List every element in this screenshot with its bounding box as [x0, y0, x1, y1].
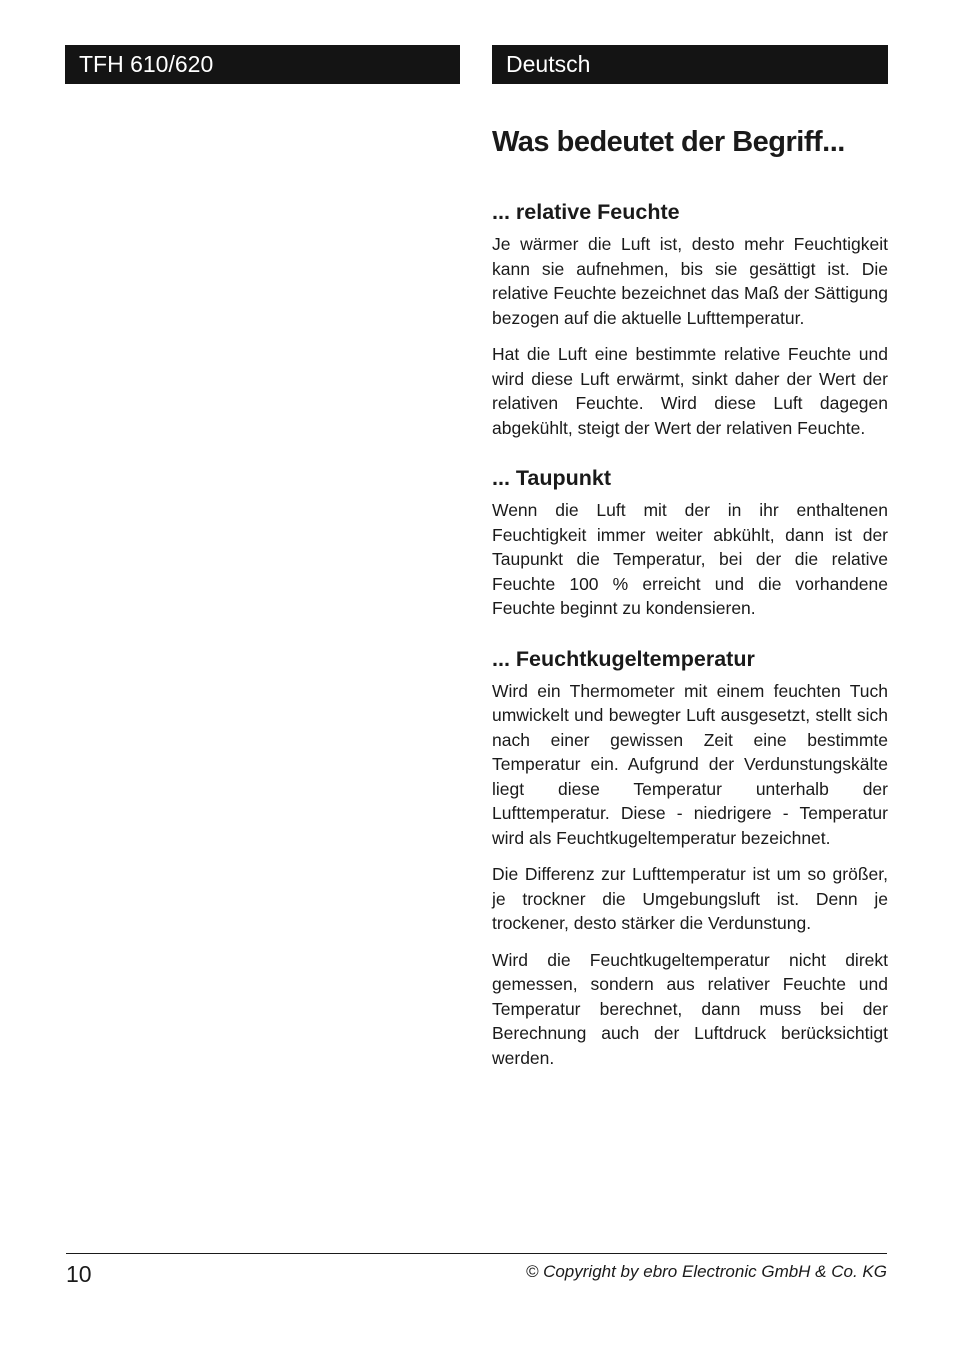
copyright-notice: © Copyright by ebro Electronic GmbH & Co. KG [525, 1262, 887, 1281]
paragraph: Wird ein Thermometer mit einem feuchten Tuch umwickelt und bewegter Luft ausgesetzt, stellt sich nach einer gewissen Zeit eine bestimmte Temperatur ein. Aufgrund der Verdunstungskälte liegt diese Temperatur unterhalb der Lufttemperatur. Diese - niedrigere - Temperatur wird als Feuchtkugeltemperatur bezeichnet. [492, 680, 888, 848]
section-feuchtkugeltemperatur [492, 645, 888, 1071]
page-title: Was bedeutet der Begriff... [492, 126, 845, 158]
section-relative-feuchte [492, 198, 888, 440]
section-title: ... relative Feuchte [492, 200, 680, 224]
section-title: ... Feuchtkugeltemperatur [492, 646, 755, 671]
paragraph: Die Differenz zur Lufttemperatur ist um so größer, je trockner die Umgebungsluft ist. Denn je trockener, desto stärker die Verdunstung. [492, 864, 888, 933]
paragraph: Je wärmer die Luft ist, desto mehr Feuchtigkeit kann sie aufnehmen, bis sie gesättigt ist. Die relative Feuchte bezeichnet das Maß der Sättigung bezogen auf die aktuelle Lufttemperatur. [492, 234, 888, 328]
header-language-bar [492, 45, 888, 84]
page-number: 10 [66, 1261, 92, 1287]
main-content [492, 120, 888, 1082]
paragraph: Hat die Luft eine bestimmte relative Feuchte und wird diese Luft erwärmt, sinkt daher der Wert der relativen Feuchte. Wird diese Luft dagegen abgekühlt, steigt der Wert der relativen Feuchte. [492, 344, 888, 438]
language-label: Deutsch [506, 51, 591, 77]
section-taupunkt [492, 464, 888, 621]
model-name: TFH 610/620 [79, 51, 214, 77]
footer-divider [66, 1253, 887, 1254]
header-model-bar [65, 45, 460, 84]
paragraph: Wird die Feuchtkugeltemperatur nicht direkt gemessen, sondern aus relativer Feuchte und Temperatur berechnet, dann muss bei der Berechnung auch der Luftdruck berücksichtigt werden. [492, 949, 888, 1068]
section-title: ... Taupunkt [492, 466, 612, 490]
paragraph: Wenn die Luft mit der in ihr enthaltenen Feuchtigkeit immer weiter abkühlt, dann ist der Taupunkt die Temperatur, bei der die relative Feuchte 100 % erreicht und die vorhandene Feuchte beginnt zu kondensieren. [492, 500, 888, 618]
